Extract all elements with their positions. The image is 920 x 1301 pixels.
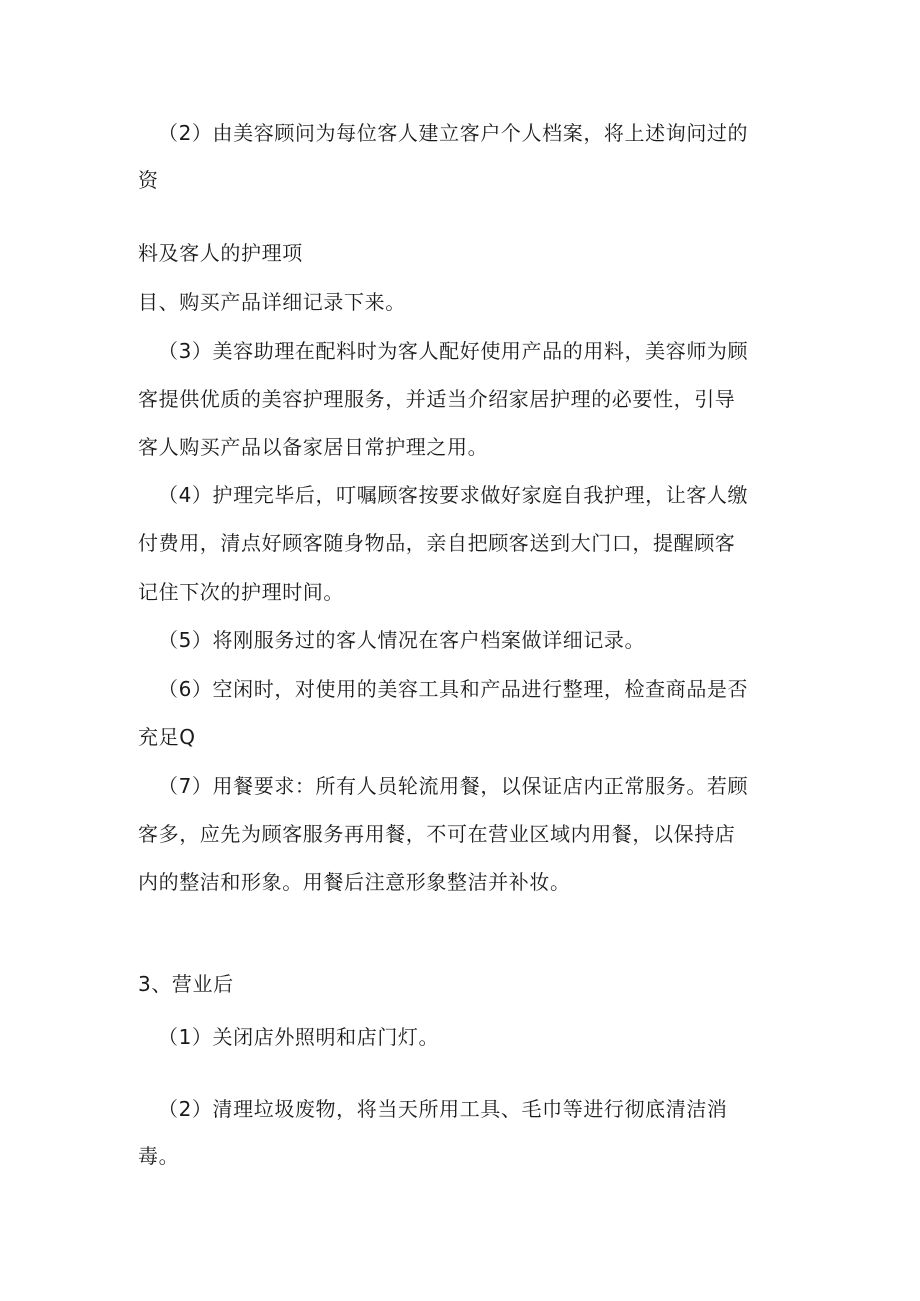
paragraph-line: 毒。	[138, 1144, 180, 1168]
paragraph-line: 料及客人的护理项	[138, 241, 303, 265]
paragraph-line: 充足Q	[138, 725, 196, 749]
paragraph-line: 目、购买产品详细记录下来。	[138, 290, 406, 314]
paragraph-line: （5）将刚服务过的客人情况在客户档案做详细记录。	[158, 628, 646, 652]
paragraph-line: 内的整洁和形象。用餐后注意形象整洁并补妆。	[138, 870, 571, 894]
paragraph-line: 记住下次的护理时间。	[138, 580, 344, 604]
paragraph-line: （2）由美容顾问为每位客人建立客户个人档案，将上述询问过的	[158, 121, 749, 145]
paragraph-line: （3）美容助理在配料时为客人配好使用产品的用料，美容师为顾	[158, 339, 749, 363]
paragraph-line: （6）空闲时，对使用的美容工具和产品进行整理，检查商品是否	[158, 677, 749, 701]
paragraph-line: 客提供优质的美容护理服务，并适当介绍家居护理的必要性，引导	[138, 387, 736, 411]
paragraph-line: （2）清理垃圾废物，将当天所用工具、毛巾等进行彻底清洁消	[158, 1097, 728, 1121]
paragraph-line: （4）护理完毕后，叮嘱顾客按要求做好家庭自我护理，让客人缴	[158, 483, 749, 507]
paragraph-line: 资	[138, 168, 159, 192]
paragraph-line: （7）用餐要求：所有人员轮流用餐，以保证店内正常服务。若顾	[158, 774, 749, 798]
paragraph-line: 付费用，清点好顾客随身物品，亲自把顾客送到大门口，提醒顾客	[138, 531, 736, 555]
section-heading: 3、营业后	[138, 972, 234, 996]
paragraph-line: 客多，应先为顾客服务再用餐，不可在营业区域内用餐，以保持店	[138, 822, 736, 846]
paragraph-line: （1）关闭店外照明和店门灯。	[158, 1025, 440, 1049]
paragraph-line: 客人购买产品以备家居日常护理之用。	[138, 435, 489, 459]
